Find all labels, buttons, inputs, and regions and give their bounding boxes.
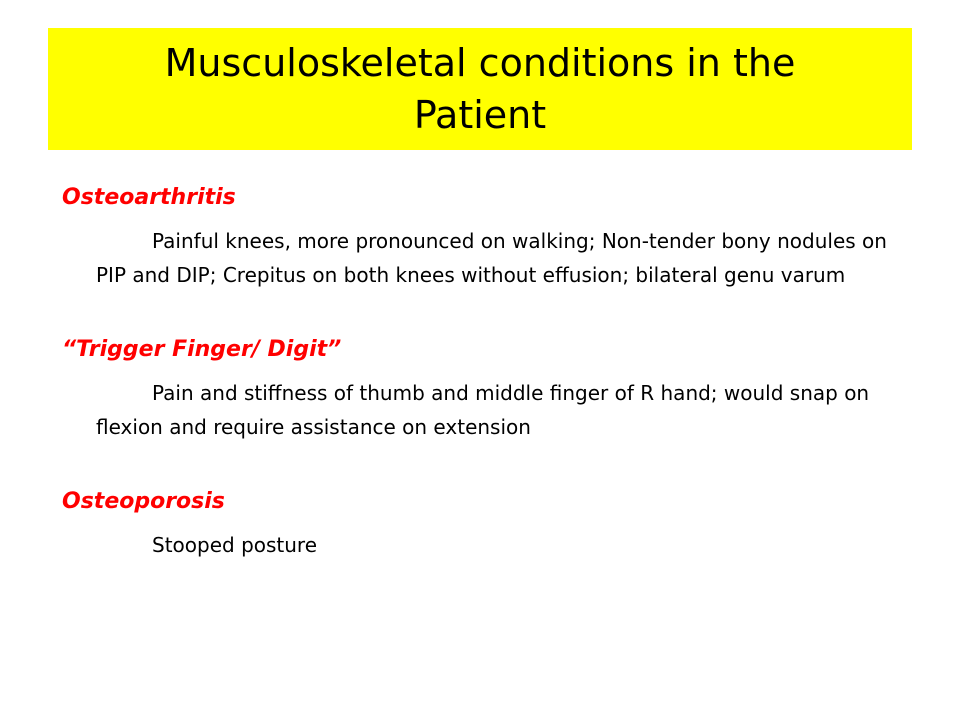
section-body: Painful knees, more pronounced on walking; Non-tender bony nodules on PIP and DIP; Crepitus on both knees without effusion; bilateral genu varum [96,229,887,287]
section-heading: Osteoarthritis [62,185,236,210]
section-osteoarthritis [62,178,922,292]
slide-title-banner [48,28,912,150]
section-body: Stooped posture [152,533,318,557]
section-osteoporosis [62,482,922,562]
slide-title: Musculoskeletal conditions in the Patient [164,41,796,137]
section-heading: “Trigger Finger/ Digit” [62,337,342,362]
section-trigger-finger [62,330,922,444]
section-heading: Osteoporosis [62,489,225,514]
section-body: Pain and stiffness of thumb and middle finger of R hand; would snap on flexion and require assistance on extension [96,381,870,439]
slide-content [62,178,922,562]
